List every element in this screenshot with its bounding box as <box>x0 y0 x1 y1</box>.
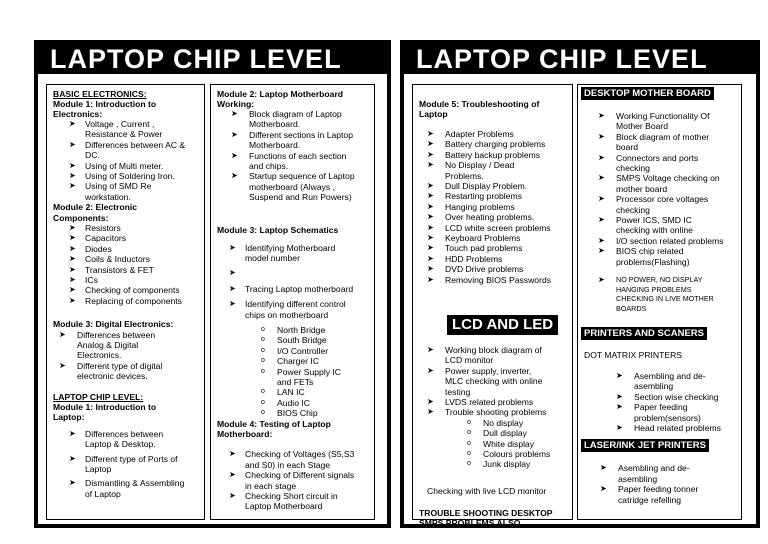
arrow-bullet-icon: ➤ <box>427 181 434 190</box>
circle-bullet-icon: o <box>467 460 471 468</box>
list-item-text: Laptop & Desktop. <box>85 439 156 450</box>
list-item-text: Coils & Inductors <box>85 254 150 265</box>
list-item-text: checking <box>616 204 650 215</box>
list-item-text: board <box>616 142 638 153</box>
arrow-bullet-icon: ➤ <box>69 181 76 191</box>
list-item-text: Battery backup problems <box>445 149 541 160</box>
module-heading: Module 2: Electronic <box>53 202 138 213</box>
list-item-text: Tracing Laptop motherboard <box>245 283 354 294</box>
subheading: DOT MATRIX PRINTERS <box>584 350 683 360</box>
arrow-bullet-icon: ➤ <box>229 283 236 293</box>
list-item-text: Differences between <box>77 329 156 340</box>
module-heading: Electronics: <box>53 109 103 119</box>
module-heading: Laptop <box>419 109 448 119</box>
arrow-bullet-icon: ➤ <box>69 243 76 253</box>
arrow-bullet-icon: ➤ <box>229 268 236 278</box>
desktop-motherboard-heading: DESKTOP MOTHER BOARD <box>581 87 714 100</box>
column-desktop-printers <box>577 84 742 520</box>
list-item-text: HDD Problems <box>445 253 503 264</box>
arrow-bullet-icon: ➤ <box>427 222 434 232</box>
column-troubleshooting <box>412 84 573 528</box>
brochure-panel-left <box>34 40 391 528</box>
list-item-text: Motherboard. <box>249 140 301 151</box>
list-item-text: checking <box>616 163 650 173</box>
arrow-bullet-icon: ➤ <box>598 194 605 204</box>
list-item-text: Battery charging problems <box>445 139 546 150</box>
list-item-text: Different type of digital <box>77 360 163 371</box>
module-heading: Module 2: Laptop Motherboard <box>217 89 344 99</box>
list-item-text: Laptop <box>85 464 112 474</box>
list-item-text: Working Functionality Of <box>616 111 710 121</box>
note-text: BOARDS <box>616 303 647 313</box>
list-item-text: of Laptop <box>85 488 121 499</box>
closing-heading: SMPS PROBLEMS ALSO <box>419 517 521 528</box>
chip-name: Charger IC <box>277 356 320 367</box>
chip-name: North Bridge <box>277 325 326 335</box>
arrow-bullet-icon: ➤ <box>69 171 76 180</box>
list-item-text: Asembling and de- <box>618 463 690 474</box>
list-item-text: model number <box>245 253 300 263</box>
arrow-bullet-icon: ➤ <box>427 129 434 138</box>
circle-bullet-icon: o <box>261 367 265 375</box>
list-item-text: in each stage <box>245 480 297 491</box>
chip-name: I/O Controller <box>277 345 329 356</box>
list-item-text: Checking of Voltages (S5,S3 <box>245 449 355 460</box>
list-item-text: Differences between <box>85 428 164 439</box>
list-item-text: Voltage , Current , <box>85 119 155 129</box>
arrow-bullet-icon: ➤ <box>231 129 238 139</box>
list-item-text: LCD monitor <box>445 355 494 366</box>
arrow-bullet-icon: ➤ <box>600 463 607 473</box>
list-item-text: Asembling and de- <box>634 371 706 381</box>
list-item-text: workstation. <box>85 191 131 202</box>
module-heading: Module 3: Laptop Schematics <box>217 224 339 235</box>
list-item-text: Diodes <box>85 243 112 254</box>
arrow-bullet-icon: ➤ <box>427 253 434 263</box>
list-item-text: Using of Multi meter. <box>85 160 164 171</box>
module-heading: Laptop: <box>53 412 85 423</box>
arrow-bullet-icon: ➤ <box>69 428 76 438</box>
arrow-bullet-icon: ➤ <box>598 246 605 256</box>
list-item-text: Paper feeding <box>634 402 688 413</box>
arrow-bullet-icon: ➤ <box>69 295 76 305</box>
list-item-text: Touch pad problems <box>445 243 523 254</box>
arrow-bullet-icon: ➤ <box>229 449 236 459</box>
printers-scanners-heading: PRINTERS AND SCANERS <box>581 327 707 340</box>
list-item-text: Head related problems <box>634 423 721 433</box>
list-item-text: Mother Board <box>616 121 669 132</box>
list-item-text: BIOS chip related <box>616 246 684 257</box>
circle-bullet-icon: o <box>261 346 265 354</box>
list-item-text: Identifying different control <box>245 299 346 310</box>
circle-bullet-icon: o <box>261 326 265 333</box>
list-item-text: SMPS Voltage checking on <box>616 173 720 184</box>
list-item-text: LCD white screen problems <box>445 222 551 233</box>
arrow-bullet-icon: ➤ <box>427 149 434 159</box>
arrow-bullet-icon: ➤ <box>59 329 66 339</box>
chip-name: Audio IC <box>277 397 310 408</box>
circle-bullet-icon: o <box>261 409 265 417</box>
arrow-bullet-icon: ➤ <box>600 484 607 494</box>
circle-bullet-icon: o <box>261 336 265 344</box>
list-item-text: Electronics. <box>77 350 122 361</box>
note-text: Checking with live LCD monitor <box>427 485 547 496</box>
note-text: HANGING PROBLEMS <box>616 284 692 294</box>
circle-bullet-icon: o <box>467 418 471 426</box>
arrow-bullet-icon: ➤ <box>427 407 434 417</box>
arrow-bullet-icon: ➤ <box>616 371 623 380</box>
list-item-text: Colours problems <box>483 449 551 459</box>
list-item-text: asembling <box>634 381 674 392</box>
list-item-text: Working block diagram of <box>445 345 542 355</box>
note-text: NO POWER, NO DISPLAY <box>616 275 703 284</box>
arrow-bullet-icon: ➤ <box>427 212 434 222</box>
list-item-text: DVD Drive problems <box>445 264 524 275</box>
note-text: CHECKING IN LIVE MOTHER <box>616 294 714 303</box>
arrow-bullet-icon: ➤ <box>616 391 623 401</box>
module-heading: Module 4: Testing of Laptop <box>217 418 331 429</box>
arrow-bullet-icon: ➤ <box>427 233 434 242</box>
lcd-led-heading: LCD AND LED <box>447 315 558 335</box>
arrow-bullet-icon: ➤ <box>69 254 76 264</box>
list-item-text: mother board <box>616 183 668 194</box>
list-item-text: Processor core voltages <box>616 194 709 205</box>
module-heading: Module 3: Digital Electronics: <box>53 319 174 330</box>
arrow-bullet-icon: ➤ <box>69 453 76 463</box>
arrow-bullet-icon: ➤ <box>59 360 66 370</box>
arrow-bullet-icon: ➤ <box>69 264 76 274</box>
circle-bullet-icon: o <box>467 439 471 447</box>
module-heading: Motherboard: <box>217 429 273 439</box>
arrow-bullet-icon: ➤ <box>427 365 434 375</box>
arrow-bullet-icon: ➤ <box>598 152 605 162</box>
list-item-text: Different type of Ports of <box>85 453 178 464</box>
list-item-text: Trouble shooting problems <box>445 407 547 418</box>
arrow-bullet-icon: ➤ <box>598 275 605 284</box>
arrow-bullet-icon: ➤ <box>229 242 236 252</box>
arrow-bullet-icon: ➤ <box>69 139 76 149</box>
list-item-text: Startup sequence of Laptop <box>249 171 355 182</box>
list-item-text: Checking of Different signals <box>245 470 355 481</box>
arrow-bullet-icon: ➤ <box>69 478 76 488</box>
closing-heading: TROUBLE SHOOTING DESKTOP <box>419 507 553 518</box>
list-item-text: Keyboard Problems <box>445 233 521 243</box>
list-item-text: Resistance & Power <box>85 129 163 140</box>
arrow-bullet-icon: ➤ <box>427 243 434 253</box>
arrow-bullet-icon: ➤ <box>427 397 434 406</box>
column-motherboard <box>210 84 375 520</box>
module-heading: Module 1: Introduction to <box>53 402 157 412</box>
list-item-text: No Display / Dead <box>445 160 515 171</box>
arrow-bullet-icon: ➤ <box>427 139 434 149</box>
arrow-bullet-icon: ➤ <box>427 160 434 170</box>
list-item-text: Removing BIOS Passwords <box>445 274 552 285</box>
list-item-text: and S0) in each Stage <box>245 459 331 470</box>
circle-bullet-icon: o <box>261 388 265 396</box>
arrow-bullet-icon: ➤ <box>69 119 76 128</box>
list-item-text: Dull display <box>483 428 527 439</box>
arrow-bullet-icon: ➤ <box>598 131 605 141</box>
arrow-bullet-icon: ➤ <box>427 191 434 201</box>
arrow-bullet-icon: ➤ <box>427 274 434 284</box>
list-item-text: Section wise checking <box>634 391 719 402</box>
arrow-bullet-icon: ➤ <box>69 275 76 284</box>
list-item-text: Restarting problems <box>445 191 522 202</box>
arrow-bullet-icon: ➤ <box>69 233 76 243</box>
list-item-text: Block diagram of Laptop <box>249 109 342 119</box>
list-item-text: problem(sensors) <box>634 412 701 423</box>
list-item-text: motherboard (Always , <box>249 181 335 192</box>
arrow-bullet-icon: ➤ <box>231 109 238 118</box>
list-item-text: testing <box>445 386 471 397</box>
arrow-bullet-icon: ➤ <box>598 173 605 183</box>
arrow-bullet-icon: ➤ <box>427 264 434 274</box>
section-heading: BASIC ELECTRONICS: <box>53 89 147 99</box>
list-item-text: Identifying Motherboard <box>245 242 336 253</box>
list-item-text: Checking of components <box>85 285 180 296</box>
list-item-text: catridge refelling <box>618 494 682 505</box>
list-item-text: Replacing of components <box>85 295 182 306</box>
list-item-text: MLC checking with online <box>445 376 543 387</box>
list-item-text: Dismantling & Assembling <box>85 478 185 489</box>
arrow-bullet-icon: ➤ <box>598 111 605 120</box>
list-item-text: Power ICS, SMD IC <box>616 215 692 225</box>
list-item-text: Dull Display Problem. <box>445 181 528 191</box>
list-item-text: Hanging problems <box>445 201 515 212</box>
list-item-text: I/O section related problems <box>616 235 724 246</box>
list-item-text: DC. <box>85 150 100 161</box>
list-item-text: problems(Flashing) <box>616 256 690 267</box>
list-item-text: asembling <box>618 473 658 484</box>
list-item-text: Functions of each section <box>249 150 347 161</box>
list-item-text: electronic devices. <box>77 371 148 382</box>
list-item-text: Over heating problems. <box>445 212 535 223</box>
list-item-text: Using of Soldering Iron. <box>85 171 175 181</box>
chip-name: Power Supply IC <box>277 366 342 377</box>
chip-name: South Bridge <box>277 335 327 346</box>
list-item-text: Checking Short circuit in <box>245 491 338 501</box>
module-heading: Components: <box>53 212 109 223</box>
list-item-text: and chips. <box>249 161 289 171</box>
panel-title: LAPTOP CHIP LEVEL <box>404 44 756 74</box>
module-heading: Module 1: Introduction to <box>53 99 157 109</box>
list-item-text: Adapter Problems <box>445 129 514 139</box>
list-item-text: White display <box>483 438 535 449</box>
brochure-panel-right <box>400 40 760 528</box>
list-item-text: Block diagram of mother <box>616 131 710 142</box>
chip-name: BIOS Chip <box>277 408 318 419</box>
list-item-text: No display <box>483 417 524 428</box>
list-item-text: Analog & Digital <box>77 340 139 350</box>
chip-name: and FETs <box>277 377 314 387</box>
arrow-bullet-icon: ➤ <box>231 150 238 160</box>
arrow-bullet-icon: ➤ <box>616 423 623 432</box>
list-item-text: Laptop Motherboard <box>245 501 323 512</box>
section-heading: LAPTOP CHIP LEVEL: <box>53 391 144 402</box>
list-item-text: checking with online <box>616 225 693 236</box>
arrow-bullet-icon: ➤ <box>616 402 623 412</box>
list-item-text: LVDS related problems <box>445 397 534 407</box>
list-item-text: Resistors <box>85 223 121 233</box>
arrow-bullet-icon: ➤ <box>229 470 236 480</box>
circle-bullet-icon: o <box>467 429 471 437</box>
list-item-text: Differences between AC & <box>85 139 186 150</box>
arrow-bullet-icon: ➤ <box>229 299 236 309</box>
module-heading: Module 5: Troubleshooting of <box>419 99 540 109</box>
list-item-text: Paper feeding tonner <box>618 484 699 495</box>
list-item-text: Different sections in Laptop <box>249 129 353 140</box>
module-heading: Working: <box>217 99 255 109</box>
arrow-bullet-icon: ➤ <box>427 345 434 354</box>
list-item-text: Using of SMD Re <box>85 181 152 192</box>
list-item-text: chips on motherboard <box>245 309 329 320</box>
list-item-text: Motherboard. <box>249 119 301 130</box>
arrow-bullet-icon: ➤ <box>598 215 605 224</box>
arrow-bullet-icon: ➤ <box>69 223 76 232</box>
arrow-bullet-icon: ➤ <box>69 160 76 170</box>
arrow-bullet-icon: ➤ <box>231 171 238 181</box>
list-item-text: Connectors and ports <box>616 152 699 163</box>
list-item-text: ICs <box>85 275 98 285</box>
list-item-text: Junk display <box>483 459 531 470</box>
list-item-text: Suspend and Run Powers) <box>249 192 352 203</box>
list-item-text: Capacitors <box>85 233 127 244</box>
arrow-bullet-icon: ➤ <box>229 491 236 500</box>
circle-bullet-icon: o <box>261 357 265 365</box>
list-item-text: Transistors & FET <box>85 264 154 275</box>
arrow-bullet-icon: ➤ <box>69 285 76 295</box>
panel-title: LAPTOP CHIP LEVEL <box>38 44 387 74</box>
chip-name: LAN IC <box>277 387 305 398</box>
laser-inkjet-heading: LASER/INK JET PRINTERS <box>581 439 709 452</box>
list-item-text: Power supply, inverter, <box>445 365 532 376</box>
circle-bullet-icon: o <box>467 450 471 457</box>
arrow-bullet-icon: ➤ <box>427 201 434 211</box>
column-basic-electronics <box>46 84 205 520</box>
circle-bullet-icon: o <box>261 398 265 406</box>
arrow-bullet-icon: ➤ <box>598 235 605 245</box>
list-item-text: Problems. <box>445 170 484 181</box>
